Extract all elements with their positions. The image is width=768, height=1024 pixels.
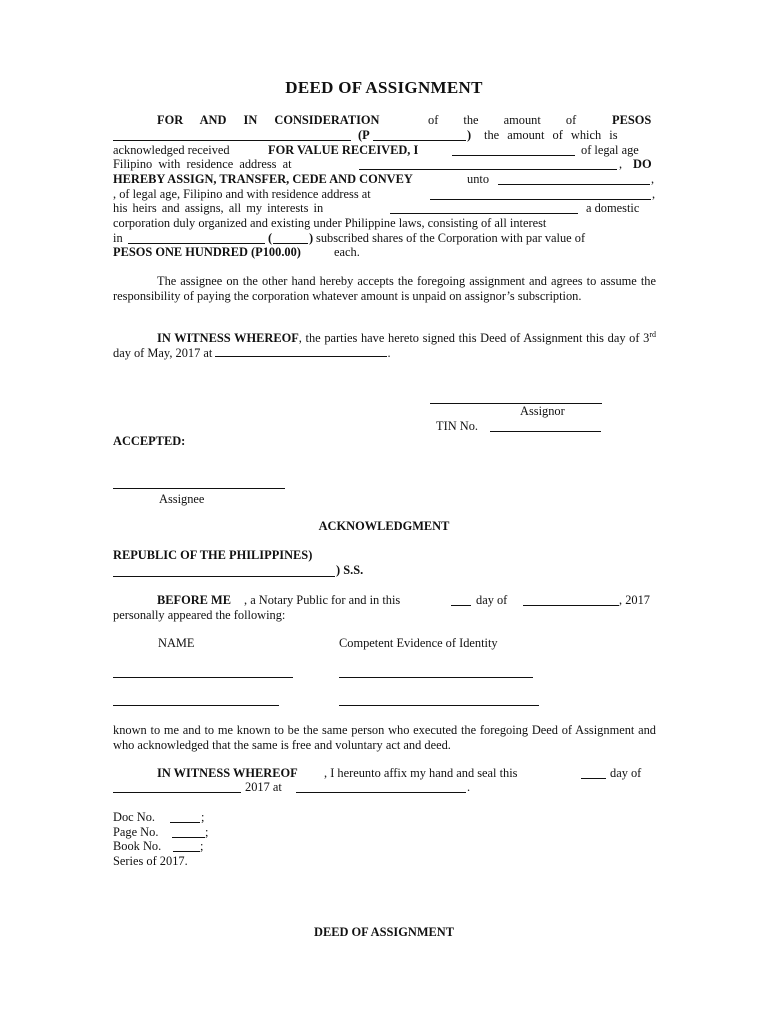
accepted-label: ACCEPTED: [113,434,186,448]
assignee-signature-line [113,488,285,489]
series-label: Series of 2017. [113,854,188,868]
known-to-me-text: known to me and to me known to be the same person who executed the foregoing Deed of Assignment and who acknowledged that the same is free and voluntary act and deed. [113,723,656,752]
corporation-text: corporation duly organized and existing under Philippine laws, consisting of all interest [113,216,547,230]
tin-line [490,431,601,432]
name-line-1 [113,677,293,678]
do-text: DO [633,157,652,171]
known-to-me-paragraph [113,723,656,752]
p-open: (P [358,128,370,142]
amount-which-text: the amount of which is [484,128,618,142]
before-me-text-2: day of [476,593,508,607]
doc-no-line [170,822,200,823]
of-the-amount-of-text: of the amount of [428,113,577,127]
day-line-2 [581,778,606,779]
witness2-text-3: 2017 at [245,780,282,794]
each-text: each. [334,245,360,259]
doc-no-label: Doc No. [113,810,155,824]
hereby-assign-text: HEREBY ASSIGN, TRANSFER, CEDE AND CONVEY [113,172,413,186]
ss-label: ) S.S. [336,563,364,577]
seal-place-line [296,792,466,793]
assignor-address-line [359,169,617,170]
consideration-lead: FOR AND IN CONSIDERATION [157,113,380,127]
assignor-signature-line [430,403,602,404]
acknowledgment-title: ACKNOWLEDGMENT [318,519,450,533]
shares-figures-line [273,243,308,244]
pesos-one-hundred: PESOS ONE HUNDRED (P100.00) [113,245,301,259]
republic-label: REPUBLIC OF THE PHILIPPINES) [113,548,313,562]
assignor-name-line [452,155,575,156]
amount-words-line [113,140,351,141]
corporation-name-line [390,213,578,214]
tin-label: TIN No. [436,419,478,433]
witness-text-2: day of May, 2017 at [113,345,213,360]
page-no-label: Page No. [113,825,159,839]
book-no-label: Book No. [113,839,162,853]
footer-title: DEED OF ASSIGNMENT [314,925,454,939]
amount-figures-line [373,140,466,141]
name-line-2 [113,705,279,706]
book-no-semi: ; [200,839,204,853]
day-line-1 [451,605,471,606]
comma-3: , [652,187,656,201]
residence-text: Filipino with residence address at [113,157,292,171]
comma-2: , [651,172,655,186]
of-legal-age-text: of legal age [581,143,639,157]
signing-place-line [215,346,387,357]
assignee-label: Assignee [159,492,205,506]
paren-open: ( [268,231,273,245]
witness-sup: rd [649,329,656,339]
pesos-label: PESOS [612,113,652,127]
doc-no-semi: ; [201,810,205,824]
evidence-line-2 [339,705,539,706]
assignor-label: Assignor [520,404,565,418]
witness-end-1: . [387,345,391,360]
assignee-accepts-paragraph [113,274,656,303]
assignee-legal-age-text: , of legal age, Filipino and with residence address at [113,187,371,201]
month-line-1 [523,605,619,606]
assignee-address-line [430,199,651,200]
page-no-semi: ; [205,825,209,839]
witness2-end: . [467,780,471,794]
subscribed-shares-text: subscribed shares of the Corporation with par value of [316,231,586,245]
assignee-name-line [498,184,650,185]
witness2-text-1: , I hereunto affix my hand and seal this [324,766,518,780]
assignee-accepts-text: The assignee on the other hand hereby accepts the foregoing assignment and agrees to assume the responsibility of paying the corporation whatever amount is unpaid on assignor’s subscription. [113,274,656,303]
page-no-line [172,837,205,838]
paren-close: ) [309,231,314,245]
before-me-text-1: , a Notary Public for and in this [244,593,401,607]
venue-line [113,576,335,577]
witness2-text-2: day of [610,766,642,780]
acknowledged-text: acknowledged received [113,143,230,157]
heirs-text: his heirs and assigns, all my interests in [113,201,324,215]
witness-text-1: , the parties have hereto signed this Deed of Assignment this day of 3 [298,331,650,345]
witness-lead-1: IN WITNESS WHEREOF [157,331,299,345]
name-header: NAME [158,636,195,650]
unto-text: unto [467,172,490,186]
book-no-line [173,851,200,852]
witness-paragraph-1 [113,331,656,360]
a-domestic-text: a domestic [586,201,640,215]
p-close: ) [467,128,472,142]
shares-words-line [128,243,265,244]
witness-lead-2: IN WITNESS WHEREOF [157,766,298,780]
before-me-text-3: , 2017 [619,593,650,607]
before-me-text-4: personally appeared the following: [113,608,286,622]
evidence-line-1 [339,677,533,678]
in-text: in [113,231,123,245]
before-me-lead: BEFORE ME [157,593,232,607]
month-line-2 [113,792,241,793]
document-title: DEED OF ASSIGNMENT [285,78,483,97]
evidence-header: Competent Evidence of Identity [339,636,498,650]
for-value-received: FOR VALUE RECEIVED, I [268,143,419,157]
comma-1: , [619,157,623,171]
